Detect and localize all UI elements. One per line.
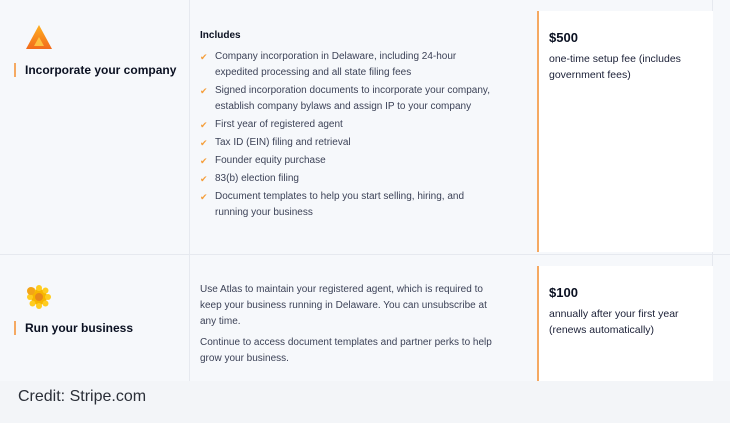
list-item: ✔ Company incorporation in Delaware, including 24-hour expedited processing and all state filing fees: [200, 49, 500, 81]
list-item: ✔ Signed incorporation documents to incorporate your company, establish company bylaws and assign IP to your company: [200, 83, 500, 115]
sunflower-icon: [24, 284, 52, 310]
description-paragraph: Use Atlas to maintain your registered agent, which is required to keep your business running in Delaware. You can unsubscribe at any time.: [200, 284, 487, 327]
list-item: ✔ Tax ID (EIN) filing and retrieval: [200, 135, 500, 151]
list-item: ✔ Founder equity purchase: [200, 153, 500, 169]
price: $100: [549, 285, 578, 300]
price: $500: [549, 30, 578, 45]
column-divider-left: [189, 0, 190, 423]
row-header: [14, 284, 133, 335]
accent-bar: [14, 321, 16, 335]
row-title: Run your business: [25, 321, 134, 335]
row-title: Incorporate your company: [25, 63, 177, 77]
accent-bar: [14, 63, 16, 77]
check-icon: ✔: [200, 86, 208, 96]
price-description: one-time setup fee (includes government fees): [549, 53, 681, 81]
row-divider: [0, 254, 730, 255]
check-icon: ✔: [200, 192, 208, 202]
check-icon: ✔: [200, 174, 208, 184]
list-item: ✔ 83(b) election filing: [200, 171, 500, 187]
atlas-logo-icon: [25, 24, 53, 50]
check-icon: ✔: [200, 138, 208, 148]
feature-list: [200, 49, 500, 223]
description-paragraph: Continue to access document templates and partner perks to help grow your business.: [200, 337, 492, 364]
price-description: annually after your first year (renews automatically): [549, 308, 679, 336]
list-item: ✔ First year of registered agent: [200, 117, 500, 133]
price-card: [537, 266, 713, 381]
check-icon: ✔: [200, 52, 208, 62]
check-icon: ✔: [200, 120, 208, 130]
price-card: [537, 11, 713, 252]
credit-text: Credit: Stripe.com: [18, 388, 147, 405]
row-header: [14, 24, 176, 77]
check-icon: ✔: [200, 156, 208, 166]
includes-label: Includes: [200, 30, 241, 41]
list-item: ✔ Document templates to help you start selling, hiring, and running your business: [200, 189, 500, 221]
